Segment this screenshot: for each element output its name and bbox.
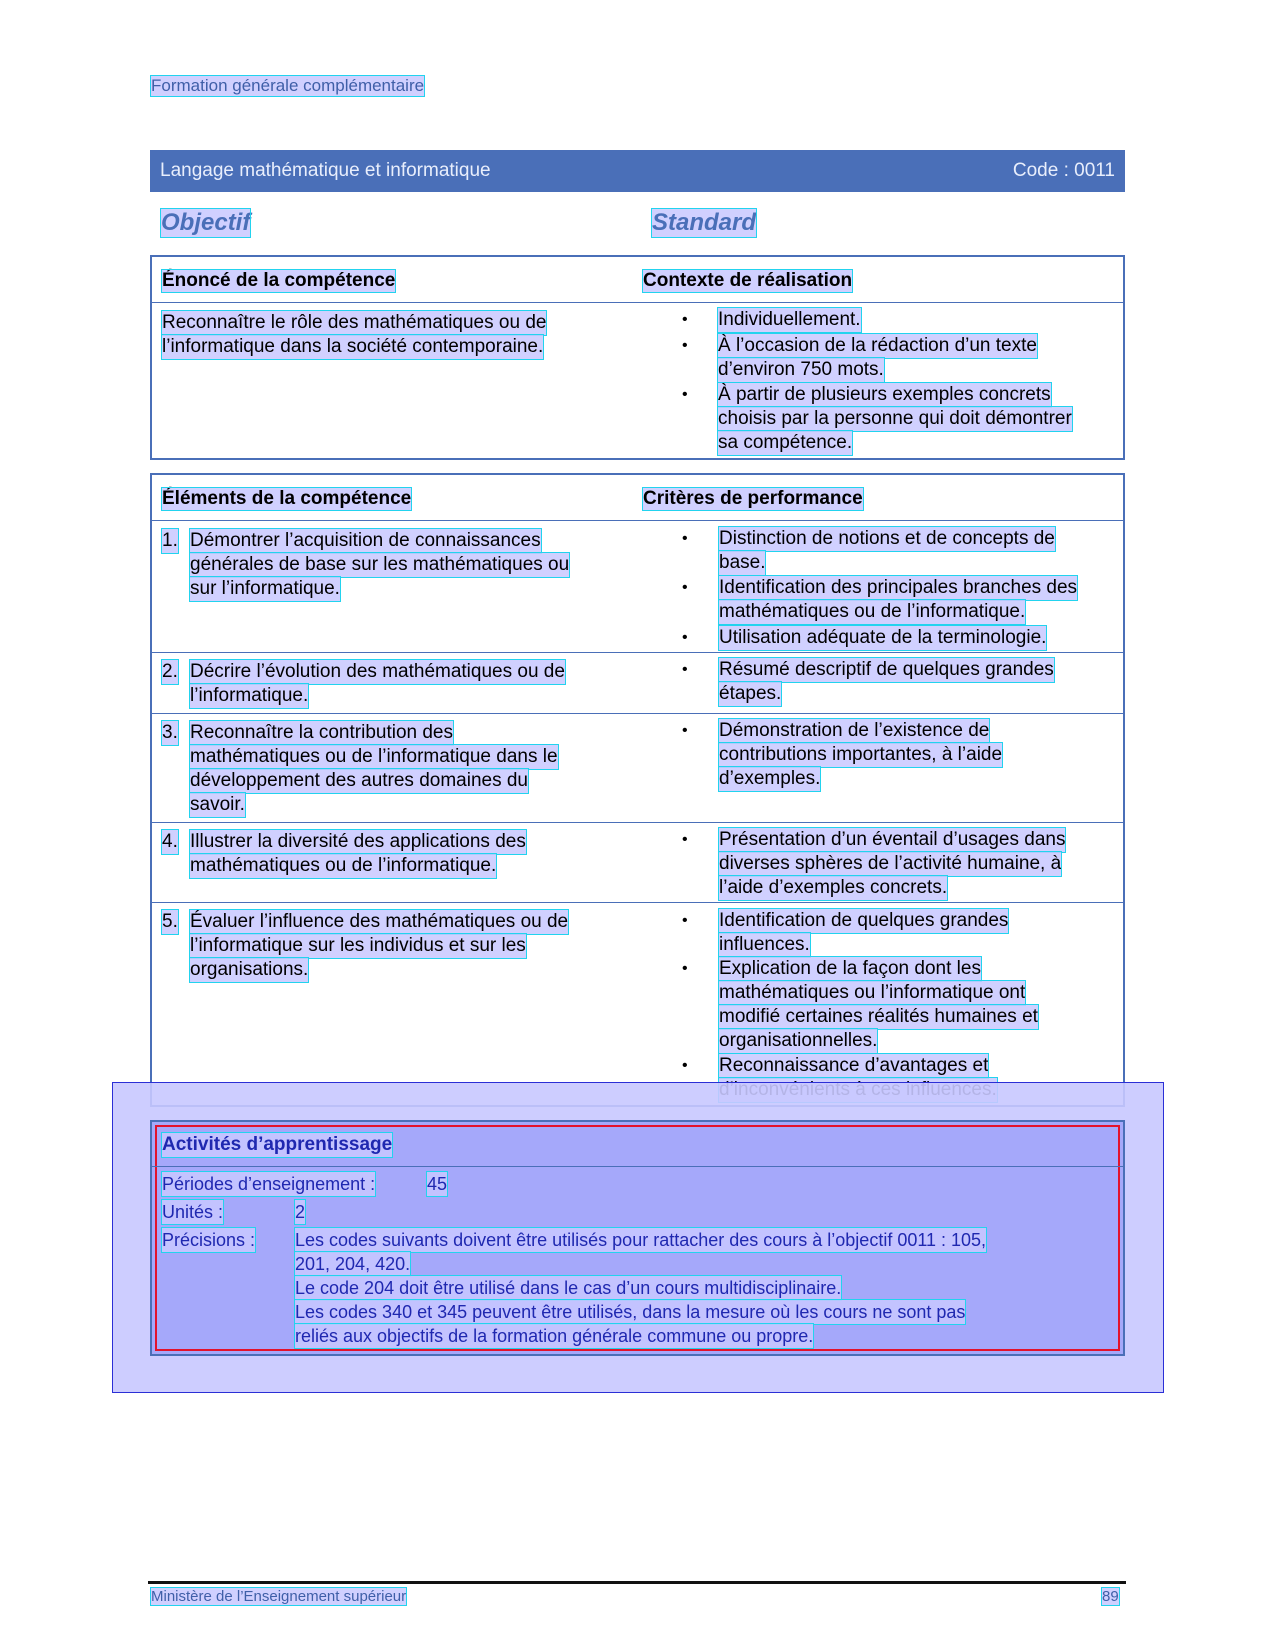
- context-item: Individuellement.: [718, 309, 861, 330]
- criterion-line: Utilisation adéquate de la terminologie.: [719, 627, 1047, 648]
- element-number: 5.: [162, 911, 178, 932]
- bullet-icon: •: [682, 579, 688, 596]
- criterion-line: étapes.: [719, 683, 782, 704]
- bullet-icon: •: [682, 629, 688, 646]
- element-line: l’informatique.: [190, 685, 309, 706]
- element-number: 3.: [162, 722, 178, 743]
- criteria-header: Critères de performance: [643, 488, 863, 509]
- running-header: Formation générale complémentaire: [151, 76, 425, 95]
- competence-table: [150, 255, 1125, 460]
- context-header: Contexte de réalisation: [643, 270, 853, 291]
- criterion-line: Présentation d’un éventail d’usages dans: [719, 829, 1066, 850]
- criterion-line: d’exemples.: [719, 768, 821, 789]
- elements-header: Éléments de la compétence: [162, 488, 412, 509]
- elements-table: [150, 473, 1125, 1107]
- criterion-line: contributions importantes, à l’aide: [719, 744, 1003, 765]
- precisions-line: Le code 204 doit être utilisé dans le cas d’un cours multidisciplinaire.: [295, 1278, 842, 1298]
- element-line: organisations.: [190, 959, 309, 980]
- element-line: Évaluer l’influence des mathématiques ou de: [190, 911, 569, 932]
- bullet-icon: •: [682, 386, 688, 403]
- bullet-icon: •: [682, 960, 688, 977]
- element-line: générales de base sur les mathématiques ou: [190, 554, 570, 575]
- criterion-line: Reconnaissance d’avantages et: [719, 1055, 989, 1076]
- bullet-icon: •: [682, 661, 688, 678]
- course-title: Langage mathématique et informatique: [160, 160, 491, 181]
- precisions-line: reliés aux objectifs de la formation générale commune ou propre.: [295, 1326, 814, 1346]
- bullet-icon: •: [682, 831, 688, 848]
- criterion-line: modifié certaines réalités humaines et: [719, 1006, 1038, 1027]
- bullet-icon: •: [682, 1057, 688, 1074]
- bullet-icon: •: [682, 912, 688, 929]
- element-line: développement des autres domaines du: [190, 770, 529, 791]
- element-line: mathématiques ou de l’informatique.: [190, 855, 497, 876]
- competence-statement-line: l’informatique dans la société contemporaine.: [162, 336, 544, 357]
- activities-title: Activités d’apprentissage: [162, 1134, 393, 1155]
- units-value: 2: [295, 1202, 306, 1222]
- element-line: Illustrer la diversité des applications des: [190, 831, 526, 852]
- criterion-line: Explication de la façon dont les: [719, 958, 981, 979]
- course-code: Code : 0011: [1012, 160, 1115, 181]
- standard-label: Standard: [652, 209, 757, 236]
- context-item: À l’occasion de la rédaction d’un texte: [718, 335, 1037, 356]
- periods-value: 45: [427, 1174, 448, 1194]
- context-item: À partir de plusieurs exemples concrets: [718, 384, 1051, 405]
- criterion-line: l’aide d’exemples concrets.: [719, 877, 948, 898]
- criterion-line: mathématiques ou l’informatique ont: [719, 982, 1026, 1003]
- element-number: 2.: [162, 661, 178, 682]
- bullet-icon: •: [682, 337, 688, 354]
- competence-statement-line: Reconnaître le rôle des mathématiques ou de: [162, 312, 547, 333]
- element-line: sur l’informatique.: [190, 578, 340, 599]
- precisions-line: Les codes suivants doivent être utilisés pour rattacher des cours à l’objectif 0011 : 105,: [295, 1230, 987, 1250]
- criterion-line: Identification des principales branches des: [719, 577, 1078, 598]
- objectif-label: Objectif: [161, 209, 251, 236]
- criterion-line: Résumé descriptif de quelques grandes: [719, 659, 1054, 680]
- element-line: Démontrer l’acquisition de connaissances: [190, 530, 541, 551]
- criterion-line: base.: [719, 552, 766, 573]
- precisions-label: Précisions :: [162, 1230, 256, 1250]
- criterion-line: organisationnelles.: [719, 1030, 878, 1051]
- criterion-line: Démonstration de l’existence de: [719, 720, 990, 741]
- context-item: choisis par la personne qui doit démontrer: [718, 408, 1072, 429]
- criterion-line: Identification de quelques grandes: [719, 910, 1009, 931]
- element-line: Reconnaître la contribution des: [190, 722, 453, 743]
- title-bar: [150, 150, 1125, 192]
- page-number: 89: [1102, 1588, 1119, 1605]
- bullet-icon: •: [682, 530, 688, 547]
- bullet-icon: •: [682, 311, 688, 328]
- footer-ministry: Ministère de l’Enseignement supérieur: [151, 1588, 407, 1605]
- criterion-line: influences.: [719, 934, 810, 955]
- activities-box: [150, 1120, 1125, 1356]
- periods-label: Périodes d’enseignement :: [162, 1174, 376, 1194]
- element-line: Décrire l’évolution des mathématiques ou de: [190, 661, 565, 682]
- footer-rule: [148, 1581, 1126, 1584]
- precisions-line: 201, 204, 420.: [295, 1254, 411, 1274]
- criterion-line: mathématiques ou de l’informatique.: [719, 601, 1026, 622]
- bullet-icon: •: [682, 722, 688, 739]
- competence-statement-header: Énoncé de la compétence: [162, 270, 396, 291]
- element-line: savoir.: [190, 794, 245, 815]
- element-number: 1.: [162, 530, 178, 551]
- element-line: mathématiques ou de l’informatique dans le: [190, 746, 558, 767]
- element-number: 4.: [162, 831, 178, 852]
- context-item: sa compétence.: [718, 432, 853, 453]
- precisions-line: Les codes 340 et 345 peuvent être utilisés, dans la mesure où les cours ne sont pas: [295, 1302, 966, 1322]
- element-line: l’informatique sur les individus et sur les: [190, 935, 526, 956]
- units-label: Unités :: [162, 1202, 224, 1222]
- context-item: d’environ 750 mots.: [718, 359, 884, 380]
- criterion-line: diverses sphères de l’activité humaine, à: [719, 853, 1062, 874]
- criterion-line: Distinction de notions et de concepts de: [719, 528, 1055, 549]
